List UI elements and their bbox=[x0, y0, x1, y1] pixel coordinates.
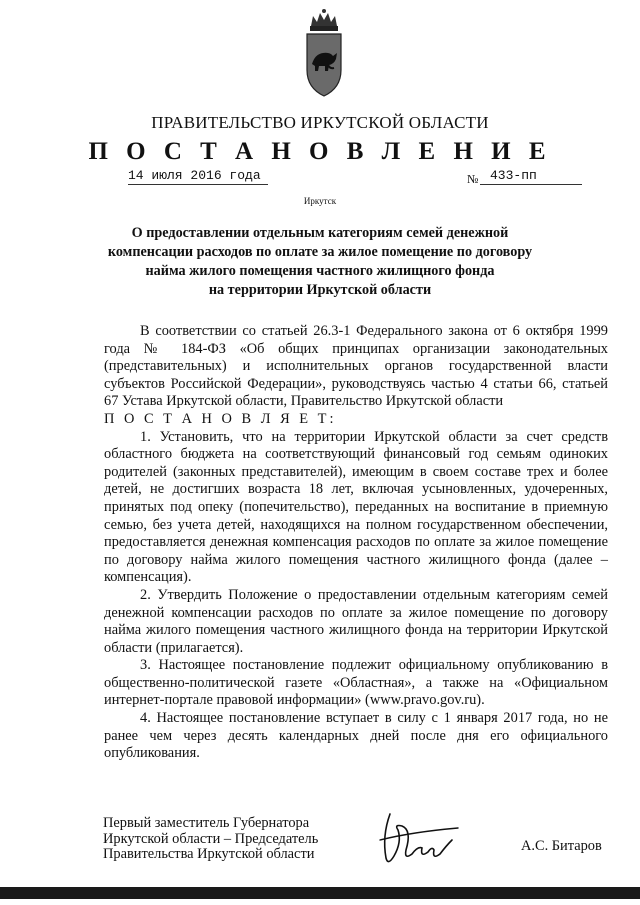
title-line: на территории Иркутской области bbox=[208, 282, 432, 298]
document-date: 14 июля 2016 года bbox=[128, 168, 268, 185]
number-label: № bbox=[467, 172, 479, 186]
document-type: П О С Т А Н О В Л Е Н И Е bbox=[88, 138, 552, 165]
government-name: ПРАВИТЕЛЬСТВО ИРКУТСКОЙ ОБЛАСТИ bbox=[151, 113, 489, 132]
handwritten-signature bbox=[372, 806, 462, 870]
position-line: Правительства Иркутской области bbox=[103, 846, 315, 862]
title-line: найма жилого помещения частного жилищного фонда bbox=[145, 263, 495, 279]
item-paragraph: 3. Настоящее постановление подлежит официальному опубликованию в общественно-политической газете «Областная», а также на «Официальном интернет-портале правовой информации» (www.pravo.gov.ru). bbox=[104, 657, 608, 709]
city-name: Иркутск bbox=[303, 196, 337, 206]
title-line: компенсации расходов по оплате за жилое помещение по договору bbox=[107, 244, 533, 260]
document-title bbox=[80, 224, 560, 300]
resolves-heading: П О С Т А Н О В Л Я Е Т: bbox=[104, 410, 337, 427]
item-paragraph: 1. Установить, что на территории Иркутской области за счет средств областного бюджета на соответствующий финансовый год семьям одиноких родителей (законных представителей), имеющим в своем составе трех и более детей, не достигших возраста 18 лет, включая усыновленных, удочеренных, принятых под опеку (попечительство), переданных на воспитание в приемную семью, без учета детей, находящихся на полном государственном обеспечении, предоставляется денежная компенсация расходов по оплате за жилое помещение по договору найма жилого помещения частного жилищного фонда (далее – компенсация). bbox=[104, 428, 608, 586]
item-paragraph: 4. Настоящее постановление вступает в силу с 1 января 2017 года, но не ранее чем через десять календарных дней после дня его официального опубликования. bbox=[104, 710, 608, 762]
position-line: Иркутской области – Председатель bbox=[103, 830, 319, 847]
document-body bbox=[104, 323, 608, 763]
item-paragraph: 2. Утвердить Положение о предоставлении отдельным категориям семей денежной компенсации расходов по оплате за жилое помещение по договору найма жилого помещения частного жилищного фонда на территории Иркутской области (прилагается). bbox=[104, 586, 608, 656]
signatory-position bbox=[103, 816, 318, 863]
scan-edge-bar bbox=[0, 887, 640, 899]
coat-of-arms-emblem bbox=[303, 8, 345, 100]
position-line: Первый заместитель Губернатора bbox=[103, 815, 310, 831]
document-number: 433-пп bbox=[480, 168, 582, 185]
preamble-paragraph: В соответствии со статьей 26.3-1 Федерального закона от 6 октября 1999 года № 184-ФЗ «Об общих принципах организации законодательных (представительных) и исполнительных органов государственной власти субъектов Российской Федерации», руководствуясь частью 4 статьи 66, статьей 67 Устава Иркутской области, Правительство Иркутской области bbox=[104, 323, 608, 410]
signatory-name: А.С. Битаров bbox=[521, 838, 602, 854]
title-line: О предоставлении отдельным категориям семей денежной bbox=[131, 225, 509, 241]
